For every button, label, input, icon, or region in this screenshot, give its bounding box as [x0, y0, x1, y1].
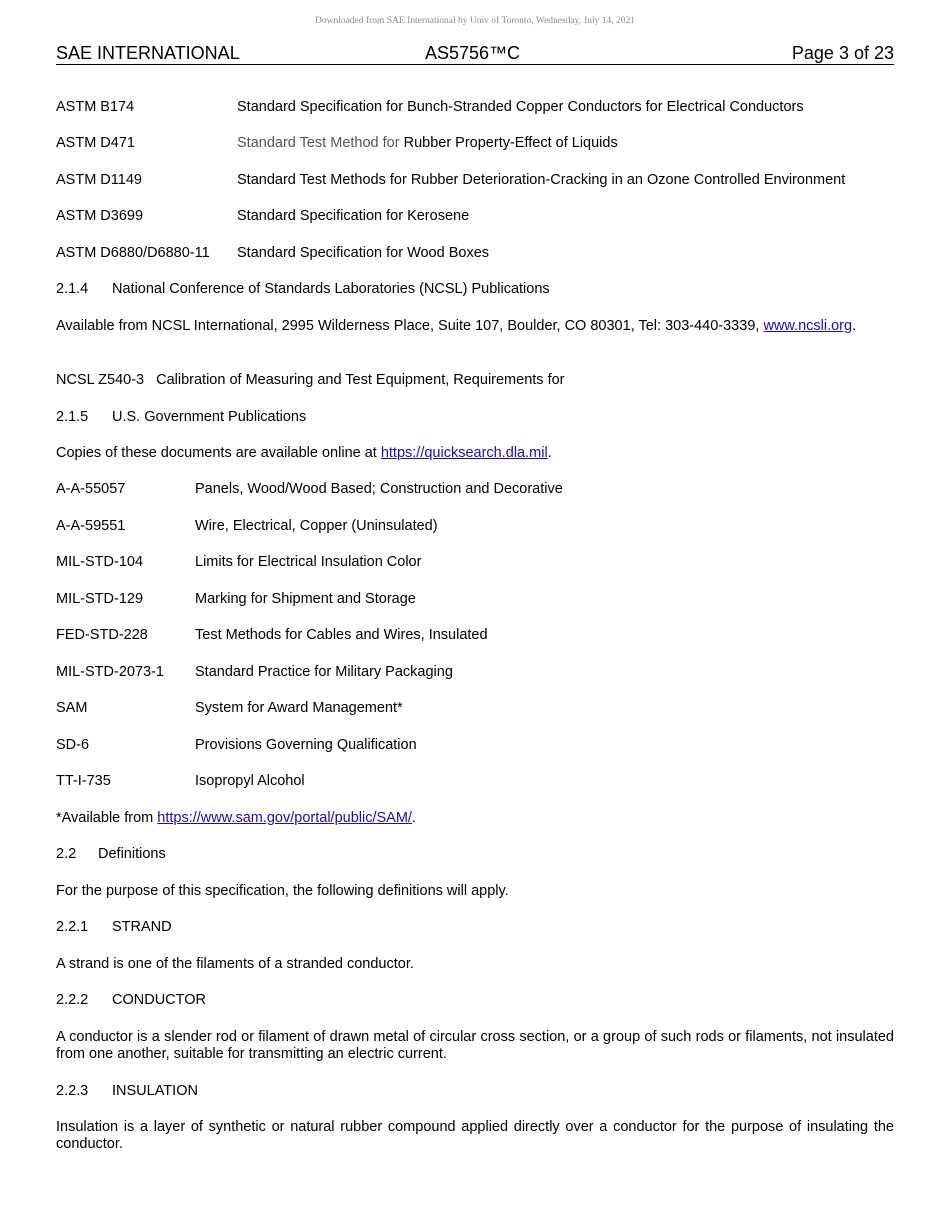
section-number: 2.1.5 — [56, 409, 89, 425]
reference-row — [56, 245, 489, 262]
reference-row — [56, 737, 417, 754]
reference-title: Isopropyl Alcohol — [195, 773, 305, 789]
reference-row — [56, 172, 845, 189]
reference-row — [56, 700, 403, 717]
section-number: 2.2 — [56, 846, 77, 862]
reference-code: TT-I-735 — [56, 773, 111, 789]
reference-title: Provisions Governing Qualification — [195, 737, 417, 753]
definitions-intro: For the purpose of this specification, the following definitions will apply. — [56, 883, 509, 899]
reference-code: A-A-55057 — [56, 481, 126, 497]
reference-title: Marking for Shipment and Storage — [195, 591, 416, 607]
reference-title: Rubber Property-Effect of Liquids — [399, 135, 618, 151]
section-heading-2-2-1 — [56, 919, 172, 936]
section-heading-2-2-3 — [56, 1083, 198, 1100]
section-title: National Conference of Standards Laboratories (NCSL) Publications — [112, 281, 550, 297]
reference-code: SD-6 — [56, 737, 90, 753]
sam-footnote — [56, 810, 416, 827]
reference-title: Test Methods for Cables and Wires, Insulated — [195, 627, 488, 643]
reference-title: Standard Practice for Military Packaging — [195, 664, 453, 680]
section-number: 2.2.2 — [56, 992, 89, 1008]
reference-row — [56, 208, 469, 225]
insulation-definition: Insulation is a layer of synthetic or natural rubber compound applied directly over a conductor for the purpose of insulating the conductor. — [56, 1119, 894, 1152]
header-organization: SAE INTERNATIONAL — [56, 43, 240, 63]
reference-title: System for Award Management* — [195, 700, 403, 716]
reference-row — [56, 554, 421, 571]
reference-title: Standard Specification for Bunch-Stranded Copper Conductors for Electrical Conductors — [237, 99, 804, 115]
reference-code: ASTM D3699 — [56, 208, 144, 224]
header-document-number: AS5756™C — [425, 43, 521, 63]
gov-copies-paragraph — [56, 445, 552, 462]
paragraph-end: . — [852, 318, 857, 334]
reference-title: Limits for Electrical Insulation Color — [195, 554, 422, 570]
header-page-number: Page 3 of 23 — [791, 43, 894, 63]
section-title: Definitions — [98, 846, 166, 862]
reference-code: MIL-STD-2073-1 — [56, 664, 164, 680]
section-title: STRAND — [112, 919, 172, 935]
strand-definition: A strand is one of the filaments of a stranded conductor. — [56, 956, 414, 972]
download-note: Downloaded from SAE International by Univ of Toronto, Wednesday, July 14, 2021 — [314, 16, 636, 26]
quicksearch-link[interactable]: https://quicksearch.dla.mil — [380, 445, 548, 461]
reference-code: ASTM D6880/D6880-11 — [56, 245, 210, 261]
reference-row — [56, 773, 305, 790]
reference-code: SAM — [56, 700, 88, 716]
page-header — [56, 43, 894, 65]
reference-title: Calibration of Measuring and Test Equipment, Requirements for — [156, 372, 565, 388]
reference-title: Standard Specification for Wood Boxes — [237, 245, 490, 261]
paragraph-end: . — [411, 810, 416, 826]
section-title: U.S. Government Publications — [112, 409, 307, 425]
reference-code: A-A-59551 — [56, 518, 126, 534]
reference-title: Wire, Electrical, Copper (Uninsulated) — [195, 518, 438, 534]
reference-code: MIL-STD-129 — [56, 591, 144, 607]
reference-code: ASTM B174 — [56, 99, 135, 115]
paragraph-end: . — [547, 445, 552, 461]
ncsl-availability-paragraph — [56, 318, 894, 335]
reference-row — [56, 99, 804, 116]
ncsl-link[interactable]: www.ncsli.org — [763, 318, 853, 334]
section-title: CONDUCTOR — [112, 992, 206, 1008]
reference-code: ASTM D471 — [56, 135, 135, 151]
section-heading-2-2 — [56, 846, 166, 863]
reference-title: Standard Test Methods for Rubber Deterioration-Cracking in an Ozone Controlled Environment — [237, 172, 846, 188]
section-number: 2.1.4 — [56, 281, 89, 297]
reference-title: Standard Specification for Kerosene — [237, 208, 470, 224]
sam-link[interactable]: https://www.sam.gov/portal/public/SAM/ — [157, 810, 412, 826]
section-heading-2-2-2 — [56, 992, 206, 1009]
reference-code: ASTM D1149 — [56, 172, 142, 188]
section-number: 2.2.1 — [56, 919, 89, 935]
paragraph-text: *Available from — [56, 810, 158, 826]
section-heading-2-1-4 — [56, 281, 550, 298]
reference-code: MIL-STD-104 — [56, 554, 144, 570]
reference-row — [56, 135, 618, 152]
paragraph-text: Available from NCSL International, 2995 Wilderness Place, Suite 107, Boulder, CO 80301, Tel: 303-440-3339, — [56, 318, 760, 334]
section-title: INSULATION — [112, 1083, 198, 1099]
reference-title-prefix: Standard Test Method for — [237, 135, 400, 151]
conductor-definition: A conductor is a slender rod or filament of drawn metal of circular cross section, or a group of such rods or filaments, not insulated from one another, suitable for transmitting an electric current. — [56, 1029, 894, 1062]
reference-code: FED-STD-228 — [56, 627, 148, 643]
reference-code: NCSL Z540-3 — [56, 372, 145, 388]
section-heading-2-1-5 — [56, 409, 306, 426]
reference-row — [56, 591, 416, 608]
paragraph-text: Copies of these documents are available online at — [56, 445, 381, 461]
reference-row — [56, 481, 563, 498]
section-number: 2.2.3 — [56, 1083, 89, 1099]
reference-title: Panels, Wood/Wood Based; Construction and Decorative — [195, 481, 563, 497]
ncsl-reference — [56, 372, 565, 389]
reference-row — [56, 664, 453, 681]
reference-row — [56, 627, 488, 644]
reference-row — [56, 518, 438, 535]
